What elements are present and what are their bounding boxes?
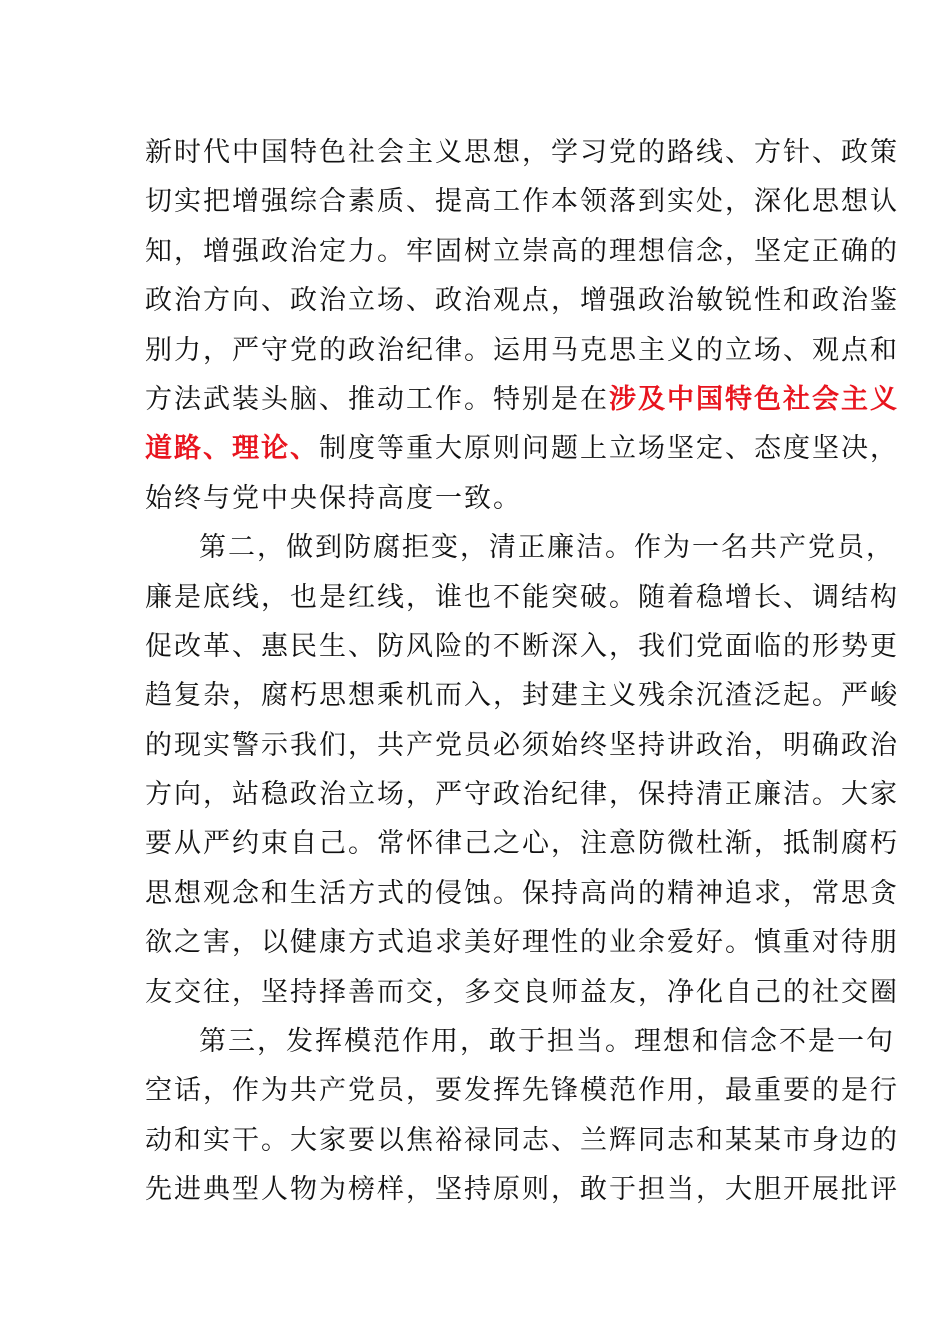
- text-line: 政治方向、政治立场、政治观点，增强政治敏锐性和政治鉴: [145, 285, 899, 317]
- text-line: 别力，严守党的政治纪律。运用马克思主义的立场、观点和: [145, 334, 899, 366]
- paragraph-first-line: 第三，发挥模范作用，敢于担当。理想和信念不是一句: [199, 1026, 895, 1058]
- text-line-with-highlight: [145, 424, 899, 473]
- line-text: 方法武装头脑、推动工作。特别是在: [145, 383, 609, 415]
- text-line: 空话，作为共产党员，要发挥先锋模范作用，最重要的是行: [145, 1075, 899, 1107]
- text-line: 先进典型人物为榜样，坚持原则，敢于担当，大胆开展批评: [145, 1174, 899, 1206]
- text-line: 友交往，坚持择善而交，多交良师益友，净化自己的社交圈: [145, 976, 899, 1008]
- document-body: [145, 128, 899, 1215]
- highlighted-text: 涉及中国特色社会主义: [609, 383, 899, 415]
- line-text: 制度等重大原则问题上立场坚定、态度坚决，: [319, 433, 899, 465]
- text-line: 切实把增强综合素质、提高工作本领落到实处，深化思想认: [145, 186, 899, 218]
- paragraph-first-line: 第二，做到防腐拒变，清正廉洁。作为一名共产党员，: [199, 532, 895, 564]
- text-line-with-highlight: [145, 375, 899, 424]
- highlighted-text: 道路、理论、: [145, 433, 319, 465]
- text-line: 始终与党中央保持高度一致。: [145, 482, 522, 514]
- text-line: 的现实警示我们，共产党员必须始终坚持讲政治，明确政治: [145, 729, 899, 761]
- text-line: 要从严约束自己。常怀律己之心，注意防微杜渐，抵制腐朽: [145, 828, 899, 860]
- text-line: 新时代中国特色社会主义思想，学习党的路线、方针、政策: [145, 137, 899, 168]
- text-line: 知，增强政治定力。牢固树立崇高的理想信念，坚定正确的: [145, 235, 899, 267]
- text-line: 趋复杂，腐朽思想乘机而入，封建主义残余沉渣泛起。严峻: [145, 680, 899, 712]
- text-line: 欲之害，以健康方式追求美好理性的业余爱好。慎重对待朋: [145, 927, 899, 959]
- text-line: 动和实干。大家要以焦裕禄同志、兰辉同志和某某市身边的: [145, 1124, 899, 1156]
- text-line: 方向，站稳政治立场，严守政治纪律，保持清正廉洁。大家: [145, 779, 899, 811]
- text-line: 促改革、惠民生、防风险的不断深入，我们党面临的形势更: [145, 630, 899, 662]
- text-line: 思想观念和生活方式的侵蚀。保持高尚的精神追求，常思贪: [145, 877, 899, 909]
- text-line: 廉是底线，也是红线，谁也不能突破。随着稳增长、调结构: [145, 581, 899, 613]
